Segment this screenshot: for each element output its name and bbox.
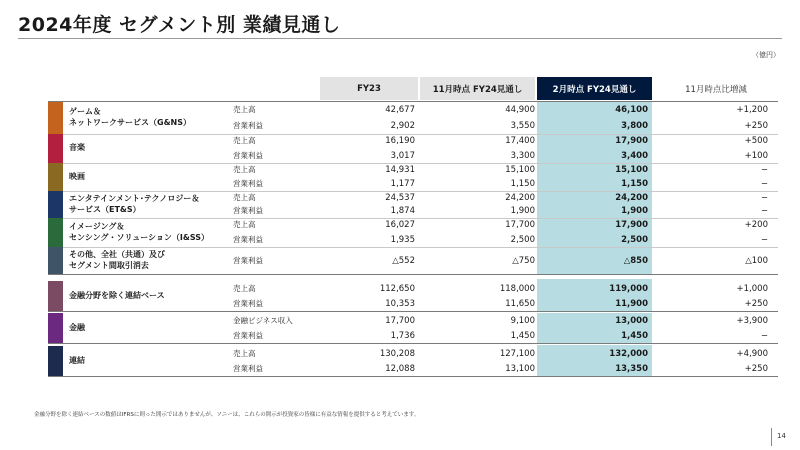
- segment-color-bar: [48, 191, 63, 218]
- value-nov-forecast: 3,300: [510, 151, 535, 161]
- segment-color-bar: [48, 218, 63, 247]
- value-fy23: 16,190: [385, 136, 415, 146]
- header-change: 11月時点比増減: [685, 84, 747, 95]
- value-feb-forecast: 1,900: [621, 206, 648, 216]
- value-fy23: 1,935: [390, 235, 415, 245]
- value-fy23: 2,902: [390, 121, 415, 131]
- value-feb-forecast: 3,800: [621, 121, 648, 131]
- metric-line: [233, 217, 778, 233]
- segment-row: [48, 134, 778, 163]
- metric-label: 営業利益: [233, 331, 263, 340]
- value-change: +250: [744, 364, 768, 374]
- metric-label: 営業利益: [233, 151, 263, 160]
- value-fy23: 1,736: [390, 331, 415, 341]
- metric-label: 営業利益: [233, 299, 263, 308]
- value-change: −: [760, 193, 768, 203]
- value-change: △100: [745, 256, 768, 266]
- metric-line: [233, 253, 778, 269]
- metric-label: 営業利益: [233, 256, 263, 265]
- value-feb-forecast: 1,450: [621, 331, 648, 341]
- row-divider: [48, 311, 778, 312]
- metric-label: 営業利益: [233, 121, 263, 130]
- segment-row: [48, 218, 778, 247]
- value-nov-forecast: 2,500: [510, 235, 535, 245]
- value-feb-forecast: 3,400: [621, 151, 648, 161]
- metric-label: 営業利益: [233, 179, 263, 188]
- metric-label: 売上高: [233, 136, 256, 145]
- value-change: +3,900: [736, 316, 768, 326]
- value-change: −: [760, 206, 768, 216]
- value-change: +100: [744, 151, 768, 161]
- value-fy23: 130,208: [379, 349, 415, 359]
- page-title: 2024年度 セグメント別 業績見通し: [18, 14, 341, 36]
- value-change: +4,900: [736, 349, 768, 359]
- value-fy23: 12,088: [385, 364, 415, 374]
- value-fy23: 16,027: [385, 220, 415, 230]
- segment-color-bar: [48, 281, 63, 311]
- segment-name: 連結: [69, 355, 85, 365]
- page-number-divider: [771, 428, 772, 446]
- value-feb-forecast: 17,900: [615, 220, 648, 230]
- value-fy23: △552: [392, 256, 415, 266]
- metric-label: 営業利益: [233, 235, 263, 244]
- value-change: +250: [744, 299, 768, 309]
- segment-name: 金融: [69, 322, 85, 332]
- row-divider: [48, 274, 778, 275]
- value-nov-forecast: 17,700: [505, 220, 535, 230]
- metric-label: 売上高: [233, 165, 256, 174]
- value-change: +250: [744, 121, 768, 131]
- value-feb-forecast: △850: [623, 256, 648, 266]
- segment-row: [48, 281, 778, 311]
- value-nov-forecast: 1,150: [510, 179, 535, 189]
- value-change: −: [760, 179, 768, 189]
- segment-name: 音楽: [69, 143, 85, 153]
- row-divider: [48, 376, 778, 377]
- segment-row: [48, 313, 778, 343]
- value-feb-forecast: 17,900: [615, 136, 648, 146]
- metric-label: 売上高: [233, 220, 256, 229]
- value-fy23: 1,874: [390, 206, 415, 216]
- value-nov-forecast: 1,450: [510, 331, 535, 341]
- segment-color-bar: [48, 346, 63, 376]
- value-nov-forecast: 3,550: [510, 121, 535, 131]
- metric-line: [233, 328, 778, 344]
- segment-row: [48, 102, 778, 134]
- metric-label: 営業利益: [233, 364, 263, 373]
- value-nov-forecast: 24,200: [505, 193, 535, 203]
- metric-label: 売上高: [233, 193, 256, 202]
- value-nov-forecast: △750: [512, 256, 535, 266]
- metric-line: [233, 281, 778, 297]
- metric-line: [233, 361, 778, 377]
- table-top-divider: [48, 101, 778, 102]
- metric-line: [233, 232, 778, 248]
- metric-label: 営業利益: [233, 206, 263, 215]
- value-nov-forecast: 13,100: [505, 364, 535, 374]
- value-nov-forecast: 127,100: [499, 349, 535, 359]
- value-feb-forecast: 13,350: [615, 364, 648, 374]
- value-fy23: 42,677: [385, 105, 415, 115]
- value-feb-forecast: 132,000: [609, 349, 648, 359]
- value-change: +200: [744, 220, 768, 230]
- value-nov-forecast: 17,400: [505, 136, 535, 146]
- value-fy23: 1,177: [390, 179, 415, 189]
- segment-color-bar: [48, 134, 63, 163]
- segment-color-bar: [48, 163, 63, 191]
- value-fy23: 24,537: [385, 193, 415, 203]
- value-fy23: 3,017: [390, 151, 415, 161]
- row-divider: [48, 343, 778, 344]
- segment-name: イメージング＆ センシング・ソリューション（I&SS）: [69, 221, 209, 242]
- value-change: +500: [744, 136, 768, 146]
- value-nov-forecast: 1,900: [510, 206, 535, 216]
- metric-line: [233, 102, 778, 118]
- unit-label: （億円）: [752, 51, 780, 59]
- value-feb-forecast: 119,000: [609, 284, 648, 294]
- metric-label: 売上高: [233, 284, 256, 293]
- segment-row: [48, 346, 778, 376]
- segment-row: [48, 247, 778, 274]
- segment-name: 金融分野を除く連結ベース: [69, 290, 165, 300]
- metric-label: 金融ビジネス収入: [233, 316, 293, 325]
- page-number: 14: [777, 432, 786, 440]
- metric-label: 売上高: [233, 105, 256, 114]
- segment-color-bar: [48, 102, 63, 134]
- header-nov-forecast: 11月時点 FY24見通し: [420, 77, 535, 100]
- metric-line: [233, 313, 778, 329]
- metric-label: 売上高: [233, 349, 256, 358]
- value-feb-forecast: 24,200: [615, 193, 648, 203]
- value-change: +1,000: [736, 284, 768, 294]
- title-divider: [18, 38, 782, 39]
- value-feb-forecast: 13,000: [615, 316, 648, 326]
- value-feb-forecast: 11,900: [615, 299, 648, 309]
- value-change: +1,200: [736, 105, 768, 115]
- value-fy23: 10,353: [385, 299, 415, 309]
- value-feb-forecast: 2,500: [621, 235, 648, 245]
- value-nov-forecast: 11,650: [505, 299, 535, 309]
- segment-row: [48, 191, 778, 218]
- segment-name: エンタテインメント･テクノロジー＆ サービス（ET&S）: [69, 193, 200, 214]
- value-nov-forecast: 15,100: [505, 165, 535, 175]
- header-feb-forecast: 2月時点 FY24見通し: [537, 77, 652, 100]
- footnote: 金融分野を除く連結ベースの数値はIFRSに則った開示ではありませんが、ソニーは、これらの開示が投資家の皆様に有益な情報を提供すると考えています。: [34, 412, 420, 418]
- segment-name: その他、全社（共通）及び セグメント間取引消去: [69, 249, 165, 270]
- segment-row: [48, 163, 778, 191]
- value-nov-forecast: 9,100: [510, 316, 535, 326]
- metric-line: [233, 118, 778, 134]
- value-feb-forecast: 15,100: [615, 165, 648, 175]
- value-change: −: [760, 331, 768, 341]
- segment-color-bar: [48, 247, 63, 274]
- value-fy23: 14,931: [385, 165, 415, 175]
- segment-name: ゲーム＆ ネットワークサービス（G&NS）: [69, 107, 191, 127]
- metric-line: [233, 133, 778, 149]
- value-fy23: 17,700: [385, 316, 415, 326]
- metric-line: [233, 296, 778, 312]
- value-change: −: [760, 165, 768, 175]
- value-feb-forecast: 46,100: [615, 105, 648, 115]
- value-fy23: 112,650: [379, 284, 415, 294]
- segment-name: 映画: [69, 171, 85, 181]
- value-feb-forecast: 1,150: [621, 179, 648, 189]
- value-nov-forecast: 44,900: [505, 105, 535, 115]
- header-fy23: FY23: [320, 77, 418, 100]
- metric-line: [233, 346, 778, 362]
- value-change: −: [760, 235, 768, 245]
- segment-color-bar: [48, 313, 63, 343]
- value-nov-forecast: 118,000: [499, 284, 535, 294]
